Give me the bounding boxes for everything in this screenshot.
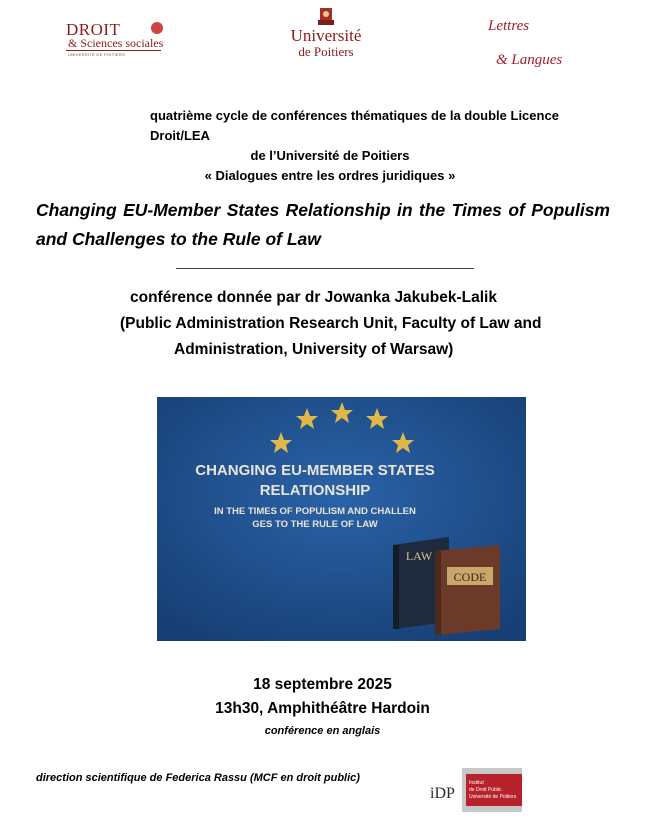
divider (176, 268, 474, 269)
header-line-3: « Dialogues entre les ordres juridiques » (204, 168, 456, 183)
droit-logo-university: UNIVERSITÉ DE POITIERS (68, 52, 126, 57)
idp-logo-svg (428, 768, 528, 812)
poster-sub-2: GES TO THE RULE OF LAW (252, 519, 378, 530)
divider (66, 50, 161, 51)
book-label-code: CODE (453, 570, 487, 584)
idp-line-3: Université de Poitiers (469, 794, 517, 800)
header-line-1: quatrième cycle de conférences thématiques de la double Licence Droit/LEA (150, 108, 559, 143)
speaker-block (60, 285, 620, 363)
poster-heading-2: RELATIONSHIP (259, 482, 371, 499)
poster-illustration (157, 397, 526, 641)
book-label-law: LAW (405, 549, 433, 563)
idp-mark: iDP (430, 785, 455, 802)
conference-title: Changing EU-Member States Relationship in the Times of Populism and Challenges to the Rule of Law (36, 200, 610, 249)
lettres-logo-line2: & Langues (496, 52, 563, 68)
event-language: conférence en anglais (264, 725, 381, 737)
droit-sciences-sociales-logo (66, 20, 176, 60)
universite-logo-line2: de Poitiers (298, 44, 354, 59)
universite-poitiers-logo (276, 6, 376, 62)
universite-logo-line1: Université (290, 26, 362, 45)
scientific-direction: direction scientifique de Federica Rassu (MCF en droit public) (36, 772, 360, 784)
speaker-affiliation-2: Administration, University of Warsaw) (174, 341, 454, 358)
speaker-line: conférence donnée par dr Jowanka Jakubek-Lalik (130, 289, 497, 306)
crest-icon (315, 6, 337, 28)
seal-icon (151, 22, 163, 34)
event-date: 18 septembre 2025 (253, 676, 392, 693)
idp-line-1: Institut (469, 780, 484, 786)
poster-heading-1: CHANGING EU-MEMBER STATES (195, 462, 435, 479)
header-line-2: de l’Université de Poitiers (250, 148, 410, 163)
event-place: 13h30, Amphithéâtre Hardoin (215, 700, 430, 717)
lettres-langues-logo (488, 18, 588, 78)
lettres-logo-line1: Lettres (488, 18, 530, 34)
idp-line-2: de Droit Public (469, 787, 502, 793)
speaker-affiliation-1: (Public Administration Research Unit, Faculty of Law and (120, 315, 542, 332)
idp-logo (428, 768, 528, 812)
books-icon (393, 537, 500, 635)
droit-logo-title: DROIT (66, 20, 121, 39)
poster-svg (157, 397, 526, 641)
poster-sub-1: IN THE TIMES OF POPULISM AND CHALLEN (214, 506, 416, 517)
droit-logo-subtitle: & Sciences sociales (68, 36, 164, 50)
series-header (40, 106, 620, 186)
